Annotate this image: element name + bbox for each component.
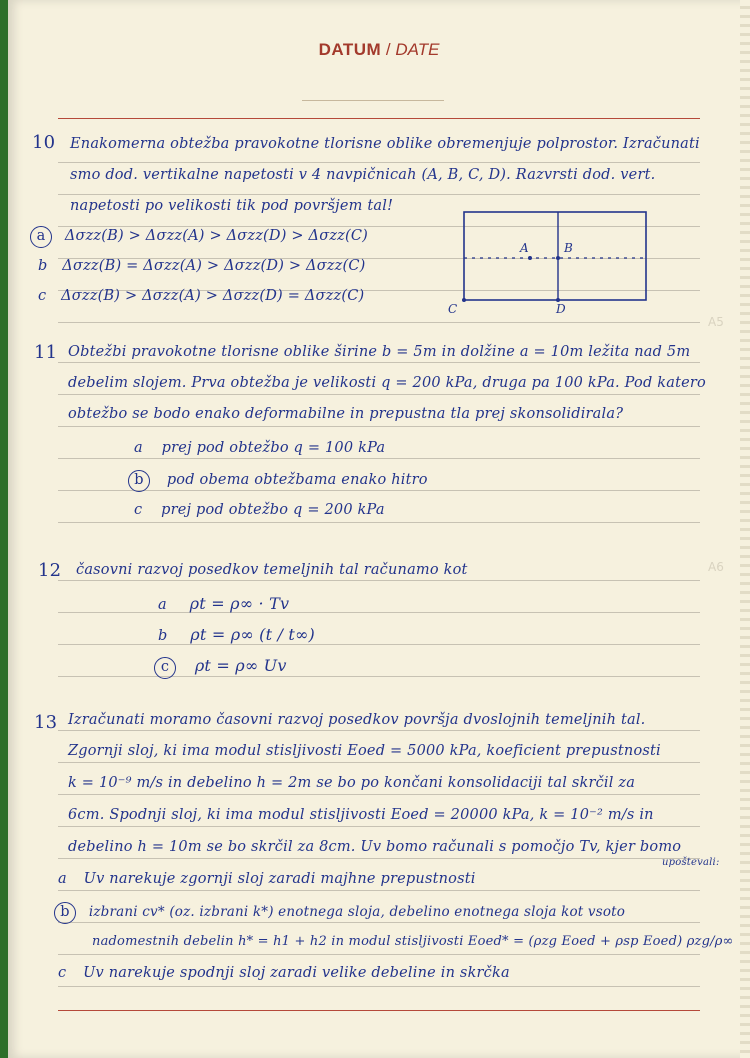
question-text-line: Enakomerna obtežba pravokotne tlorisne oblike obremenjuje polprostor. Izračunati: [70, 136, 700, 152]
answer-option-c: [58, 965, 510, 981]
answer-option-b: [158, 625, 315, 644]
ruled-line: [58, 426, 700, 427]
ruled-line: [58, 162, 700, 163]
question-text-line: smo dod. vertikalne napetosti v 4 navpičnicah (A, B, C, D). Razvrsti dod. vert.: [70, 167, 656, 183]
header-red-rule: [58, 118, 700, 119]
answer-letter: a: [58, 871, 67, 887]
answer-option-b: [54, 902, 625, 924]
selected-answer-circle: b: [54, 902, 76, 924]
ruled-line: [58, 580, 700, 581]
answer-text: Δσzz(B) > Δσzz(A) > Δσzz(D) = Δσzz(C): [61, 288, 365, 304]
answer-text: Δσzz(B) > Δσzz(A) > Δσzz(D) > Δσzz(C): [64, 228, 369, 244]
label-c: C: [448, 302, 458, 316]
answer-letter: c: [58, 965, 67, 981]
ruled-line: [58, 762, 700, 763]
answer-text: prej pod obtežbo q = 200 kPa: [161, 502, 385, 518]
ruled-line: [58, 890, 700, 891]
answer-text: Uv narekuje spodnji sloj zaradi velike debeline in skrčka: [83, 965, 510, 981]
question-text-line: 6cm. Spodnji sloj, ki ima modul stisljivosti Eoed = 20000 kPa, k = 10⁻² m/s in: [68, 807, 654, 823]
label-b: B: [564, 241, 573, 255]
answer-option-a: [134, 440, 385, 456]
answer-text: ρt = ρ∞ · Tv: [189, 594, 290, 613]
question-text-line: Izračunati moramo časovni razvoj posedkov površja dvoslojnih temeljnih tal.: [68, 712, 646, 728]
question-text-line: k = 10⁻⁹ m/s in debelino h = 2m se bo po končani konsolidaciji tal skrčil za: [68, 775, 636, 791]
question-number: 12: [38, 560, 62, 581]
answer-text: ρt = ρ∞ Uv: [194, 656, 287, 675]
answer-option-a: [158, 594, 289, 613]
answer-option-a: [30, 226, 368, 248]
question-text-line: napetosti po velikosti tik pod površjem tal!: [70, 198, 394, 214]
header-datum: DATUM: [318, 40, 382, 59]
question-number: 11: [34, 342, 58, 363]
answer-letter: c: [38, 288, 47, 304]
ruled-line: [58, 194, 700, 195]
ruled-line: [58, 986, 700, 987]
ruled-line: [58, 794, 700, 795]
answer-text: izbrani cv* (oz. izbrani k*) enotnega sloja, debelino enotnega sloja kot vsoto: [88, 904, 626, 920]
label-a: A: [520, 241, 529, 255]
answer-letter: b: [38, 258, 48, 274]
header-date: DATE: [395, 40, 440, 59]
ruled-line: [58, 644, 700, 645]
ruled-line: [58, 522, 700, 523]
header-slash: /: [381, 40, 396, 59]
question-text-line: Zgornji sloj, ki ima modul stisljivosti Eoed = 5000 kPa, koeficient prepustnosti: [68, 743, 661, 759]
footer-red-rule: [58, 1010, 700, 1011]
answer-option-c: [134, 502, 385, 518]
answer-option-a: [58, 871, 476, 887]
answer-option-b: [38, 258, 366, 274]
selected-answer-circle: c: [154, 657, 176, 679]
question-note: upoštevali:: [662, 857, 720, 868]
ruled-line: [58, 612, 700, 613]
question-number: 10: [32, 132, 56, 153]
ruled-line: [58, 858, 700, 859]
question-text-line: Obtežbi pravokotne tlorisne oblike širine b = 5m in dolžine a = 10m ležita nad 5m: [68, 344, 691, 360]
ruled-line: [58, 458, 700, 459]
ruled-line: [58, 954, 700, 955]
answer-letter: b: [158, 628, 168, 644]
answer-letter: c: [134, 502, 143, 518]
selected-answer-circle: b: [128, 470, 150, 492]
question-text-line: debelim slojem. Prva obtežba je velikosti q = 200 kPa, druga pa 100 kPa. Pod katero: [68, 375, 706, 391]
ruled-line: [58, 322, 700, 323]
bleed-through-mark: A6: [708, 560, 724, 574]
answer-option-b: [128, 470, 428, 492]
answer-letter: a: [158, 597, 167, 613]
selected-answer-circle: a: [30, 226, 52, 248]
question-text-line: časovni razvoj posedkov temeljnih tal računamo kot: [76, 562, 468, 578]
question-text-line: debelino h = 10m se bo skrčil za 8cm. Uv bomo računali s pomočjo Tv, kjer bomo: [68, 839, 682, 855]
point-c-dot: [462, 298, 466, 302]
notebook-page: [8, 0, 750, 1058]
answer-text-continued: nadomestnih debelin h* = h1 + h2 in modul stisljivosti Eoed* = (ρzg Eoed + ρsp Eoed) ρzg/ρ∞: [92, 934, 734, 949]
page-edge-perforation: [740, 0, 750, 1058]
question-number: 13: [34, 712, 58, 733]
date-line: [302, 100, 444, 101]
page-header: [8, 40, 750, 60]
ruled-line: [58, 826, 700, 827]
answer-text: pod obema obtežbama enako hitro: [166, 472, 428, 488]
question-text-line: obtežbo se bodo enako deformabilne in prepustna tla prej skonsolidirala?: [68, 406, 624, 422]
answer-letter: a: [134, 440, 143, 456]
answer-option-c: [38, 288, 364, 304]
answer-text: prej pod obtežbo q = 100 kPa: [161, 440, 386, 456]
answer-text: Δσzz(B) = Δσzz(A) > Δσzz(D) > Δσzz(C): [62, 258, 366, 274]
ruled-line: [58, 394, 700, 395]
answer-text: ρt = ρ∞ (t / t∞): [190, 625, 315, 644]
bleed-through-mark: A5: [708, 315, 724, 329]
ruled-line: [58, 362, 700, 363]
ruled-line: [58, 730, 700, 731]
answer-option-c: [154, 656, 287, 679]
point-b-dot: [556, 256, 560, 260]
point-a-dot: [528, 256, 532, 260]
answer-text: Uv narekuje zgornji sloj zaradi majhne prepustnosti: [83, 871, 476, 887]
rectangle-outline: [464, 212, 646, 300]
label-d: D: [556, 302, 566, 316]
